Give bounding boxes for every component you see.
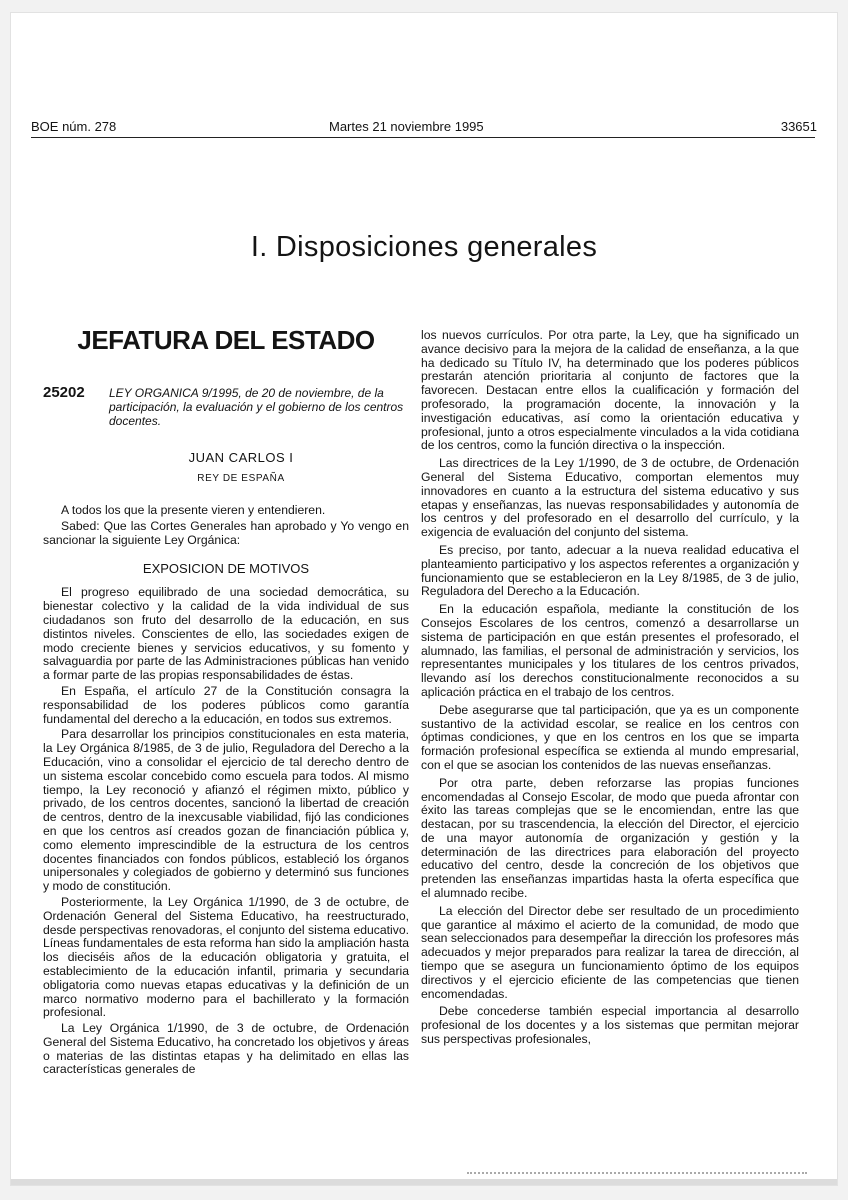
page-edge — [11, 1179, 837, 1185]
body-paragraph: El progreso equilibrado de una sociedad democrática, su bienestar colectivo y la calidad de la vida individual de sus ciudadanos son fruto del desarrollo de la educación, en sus distintos niveles. Conscientes de ello, las sociedades exigen de modo creciente bienes y servicios educativos, y su fomento y salvaguardia por parte de las Administraciones públicas han venido a formar parte de las propias responsabilidades de éstas. — [43, 585, 409, 683]
issue-number: BOE núm. 278 — [31, 119, 117, 134]
body-paragraph: La Ley Orgánica 1/1990, de 3 de octubre, de Ordenación General del Sistema Educativo, ha concretado los objetivos y áreas o materias de las distintas etapas y ha delimitado en ellas las características generales de — [43, 1021, 409, 1077]
law-title: LEY ORGANICA 9/1995, de 20 de noviembre, de la participación, la evaluación y el gobierno de los centros docentes. — [109, 386, 404, 428]
department-heading: JEFATURA DEL ESTADO — [77, 325, 375, 355]
body-paragraph: Es preciso, por tanto, adecuar a la nueva realidad educativa el planteamiento participativo y los aspectos referentes a organización y funcionamiento que se establecieron en la Ley 8/1985, de 3 de julio, Reguladora del Derecho a la Educación. — [421, 542, 799, 599]
section-title: I. Disposiciones generales — [250, 231, 598, 263]
law-number: 25202 — [43, 384, 85, 401]
body-paragraph: Las directrices de la Ley 1/1990, de 3 de octubre, de Ordenación General del Sistema Educativo, comportan elementos muy innovadores en cuanto a la estructura del sistema educativo y sus etapas y enseñanzas, las nuevas responsabilidades y autonomía de los centros y del profesorado en el desarrollo del currículo, y la exigencia de evaluación del conjunto del sistema. — [421, 456, 799, 540]
law-entry — [43, 386, 409, 428]
body-paragraph: Posteriormente, la Ley Orgánica 1/1990, de 3 de octubre, de Ordenación General del Sistema Educativo, ha reestructurado, desde perspectivas renovadoras, el conjunto del sistema educativo. Líneas fundamentales de esta reforma han sido la ampliación hasta los dieciséis años de la educación obligatoria y gratuita, el establecimiento de la educación infantil, primaria y secundaria obligatoria como nuevas etapas educativas y la definición de un marco normativo moderno para el bachillerato y la formación profesional. — [43, 894, 409, 1020]
body-paragraph: La elección del Director debe ser resultado de un procedimiento que garantice al máximo el acierto de la comunidad, de modo que sean seleccionados para desempeñar la dirección los profesores más adecuados y mejor preparados para realizar la tarea de dirección, al tiempo que se asegura un funcionamiento óptimo de los equipos directivos y el ejercicio eficiente de las competencias que tienen encomendadas. — [421, 903, 799, 1001]
cut-off-text-line — [467, 1172, 807, 1177]
right-column — [421, 329, 799, 1051]
body-paragraph: Debe concederse también especial importancia al desarrollo profesional de los docentes y a los sistemas que permitan mejorar sus perspectivas profesionales, — [421, 1004, 799, 1047]
body-paragraph: Debe asegurarse que tal participación, que ya es un componente sustantivo de la actividad escolar, se realice en los centros con óptimas condiciones, y que en los centros en los que se imparta formación profesional específica se extienda al mundo empresarial, con el que se asocian los contenidos de las nuevas enseñanzas. — [421, 702, 799, 772]
intro-paragraph: Sabed: Que las Cortes Generales han aprobado y Yo vengo en sancionar la siguiente Ley Orgánica: — [43, 518, 409, 547]
header-divider — [31, 137, 815, 138]
issue-date: Martes 21 noviembre 1995 — [329, 119, 484, 134]
left-column — [43, 325, 409, 1079]
body-paragraph: los nuevos currículos. Por otra parte, la Ley, que ha significado un avance decisivo para la mejora de la calidad de enseñanza, a la que ha dedicado su Título IV, ha determinado que los poderes públicos prestarán atención prioritaria al conjunto de factores que la favorecen. Destacan entre ellos la cualificación y formación del profesorado, la programación docente, la innovación y la investigación educativas, así como la orientación educativa y profesional, junto a otros especialmente vinculados a la vida cotidiana de los centros, como la función directiva o la inspección. — [421, 328, 799, 453]
motives-heading: EXPOSICION DE MOTIVOS — [142, 561, 310, 577]
page-number: 33651 — [780, 119, 817, 134]
body-paragraph: Por otra parte, deben reforzarse las propias funciones encomendadas al Consejo Escolar, de modo que pueda afrontar con éxito las tareas complejas que se le encomiendan, entre las que destacan, por su trascendencia, la elección del Director, el ejercicio de una mayor autonomía de organización y gestión y la determinación de las directrices para elaboración del proyecto educativo del centro, desde la concreción de los objetivos que pretenden las enseñanzas impartidas hasta la oferta específica que el alumnado recibe. — [421, 775, 799, 901]
body-paragraph: En la educación española, mediante la constitución de los Consejos Escolares de los centros, comenzó a desarrollarse un sistema de participación en que están presentes el profesorado, el alumnado, las familias, el personal de administración y servicios, los representantes municipales y los titulares de los centros privados, llevando así los derechos constitucionalmente reconocidos a su aplicación práctica en el trabajo de los centros. — [421, 602, 799, 699]
king-name: JUAN CARLOS I — [188, 450, 294, 465]
body-paragraph: Para desarrollar los principios constitucionales en esta materia, la Ley Orgánica 8/1985, de 3 de julio, Reguladora del Derecho a la Educación, vino a consolidar el ejercicio de tal derecho dentro de un sistema escolar concebido como escuela para todos. Al mismo tiempo, la Ley reconoció y afianzó el régimen mixto, público y privado, de los centros docentes, sancionó la libertad de creación de centros, dentro de la inexcusable viabilidad, fijó las condiciones en que los centros así creados gozan de financiación pública y, como elemento imprescindible de la estructura de los centros docentes financiados con fondos públicos, estableció los órganos unipersonales y colegiados de gobierno y determinó sus funciones y modo de constitución. — [43, 727, 409, 894]
intro-paragraph: A todos los que la presente vieren y entendieren. — [61, 503, 326, 517]
body-paragraph: En España, el artículo 27 de la Constitución consagra la responsabilidad de los poderes públicos como garantía fundamental del derecho a la educación, en todos sus extremos. — [43, 683, 409, 726]
king-title: REY DE ESPAÑA — [197, 473, 285, 484]
document-page — [10, 12, 838, 1186]
page-header — [31, 119, 817, 137]
